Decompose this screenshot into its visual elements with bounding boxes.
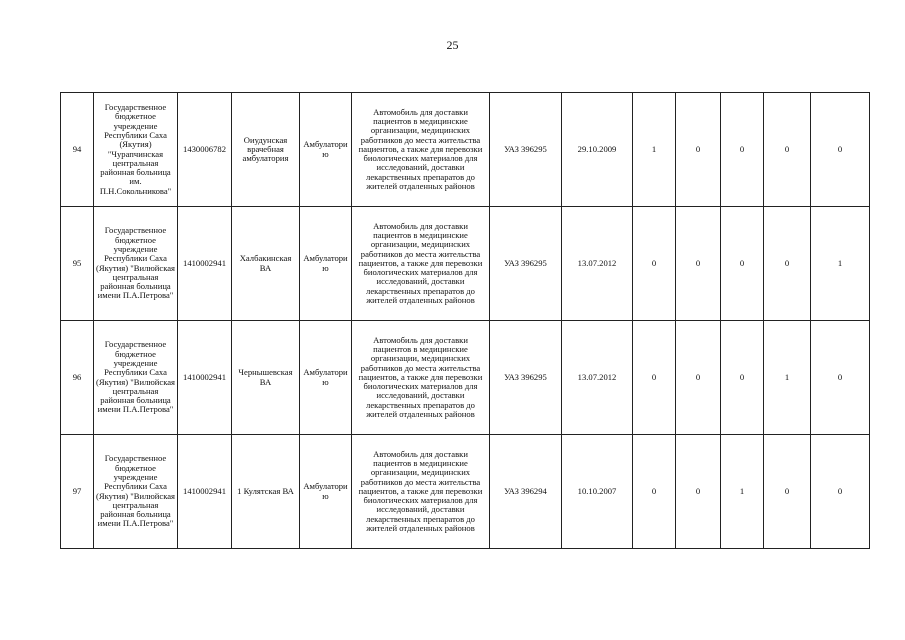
row-number: 94 bbox=[61, 93, 94, 207]
count-cell: 0 bbox=[811, 321, 870, 435]
organization-name: Государственное бюджетное учреждение Республики Саха (Якутия) "Вилюйская центральная районная больница имени П.А.Петрова" bbox=[94, 321, 178, 435]
count-cell: 0 bbox=[676, 93, 721, 207]
registration-date: 13.07.2012 bbox=[562, 321, 633, 435]
count-cell: 0 bbox=[764, 435, 811, 549]
facility-location: 1 Кулятская ВА bbox=[232, 435, 300, 549]
table-row bbox=[61, 321, 870, 435]
inn-code: 1410002941 bbox=[178, 207, 232, 321]
count-cell: 0 bbox=[676, 321, 721, 435]
count-cell: 1 bbox=[811, 207, 870, 321]
count-cell: 1 bbox=[633, 93, 676, 207]
vehicle-model: УАЗ 396295 bbox=[490, 93, 562, 207]
count-cell: 1 bbox=[764, 321, 811, 435]
count-cell: 0 bbox=[676, 435, 721, 549]
count-cell: 0 bbox=[676, 207, 721, 321]
facility-location: Чернышевская ВА bbox=[232, 321, 300, 435]
count-cell: 1 bbox=[721, 435, 764, 549]
facility-type: Амбулаторию bbox=[300, 435, 352, 549]
facility-type: Амбулаторию bbox=[300, 321, 352, 435]
vehicle-model: УАЗ 396295 bbox=[490, 207, 562, 321]
organization-name: Государственное бюджетное учреждение Республики Саха (Якутия) "Вилюйская центральная районная больница имени П.А.Петрова" bbox=[94, 435, 178, 549]
vehicle-purpose: Автомобиль для доставки пациентов в медицинские организации, медицинских работников до места жительства пациентов, а также для перевозки биологических материалов для исследований, доставки лекарственных препаратов до жителей отдаленных районов bbox=[352, 435, 490, 549]
count-cell: 0 bbox=[764, 207, 811, 321]
vehicle-model: УАЗ 396295 bbox=[490, 321, 562, 435]
count-cell: 0 bbox=[633, 207, 676, 321]
vehicle-model: УАЗ 396294 bbox=[490, 435, 562, 549]
registration-date: 29.10.2009 bbox=[562, 93, 633, 207]
organization-name: Государственное бюджетное учреждение Республики Саха (Якутия) "Чурапчинская центральная районная больница им. П.Н.Сокольникова" bbox=[94, 93, 178, 207]
vehicle-registry-table bbox=[60, 92, 870, 549]
inn-code: 1430006782 bbox=[178, 93, 232, 207]
vehicle-purpose: Автомобиль для доставки пациентов в медицинские организации, медицинских работников до места жительства пациентов, а также для перевозки биологических материалов для исследований, доставки лекарственных препаратов до жителей отдаленных районов bbox=[352, 321, 490, 435]
facility-type: Амбулаторию bbox=[300, 93, 352, 207]
count-cell: 0 bbox=[633, 435, 676, 549]
registration-date: 10.10.2007 bbox=[562, 435, 633, 549]
facility-type: Амбулаторию bbox=[300, 207, 352, 321]
count-cell: 0 bbox=[764, 93, 811, 207]
vehicle-purpose: Автомобиль для доставки пациентов в медицинские организации, медицинских работников до места жительства пациентов, а также для перевозки биологических материалов для исследований, доставки лекарственных препаратов до жителей отдаленных районов bbox=[352, 93, 490, 207]
facility-location: Халбакинская ВА bbox=[232, 207, 300, 321]
table-row bbox=[61, 93, 870, 207]
inn-code: 1410002941 bbox=[178, 435, 232, 549]
page-number: 25 bbox=[446, 38, 459, 52]
registration-date: 13.07.2012 bbox=[562, 207, 633, 321]
count-cell: 0 bbox=[811, 435, 870, 549]
organization-name: Государственное бюджетное учреждение Республики Саха (Якутия) "Вилюйская центральная районная больница имени П.А.Петрова" bbox=[94, 207, 178, 321]
count-cell: 0 bbox=[721, 321, 764, 435]
row-number: 96 bbox=[61, 321, 94, 435]
table-row bbox=[61, 207, 870, 321]
count-cell: 0 bbox=[721, 93, 764, 207]
row-number: 95 bbox=[61, 207, 94, 321]
facility-location: Оиудунская врачебная амбулатория bbox=[232, 93, 300, 207]
table-row bbox=[61, 435, 870, 549]
row-number: 97 bbox=[61, 435, 94, 549]
vehicle-purpose: Автомобиль для доставки пациентов в медицинские организации, медицинских работников до места жительства пациентов, а также для перевозки биологических материалов для исследований, доставки лекарственных препаратов до жителей отдаленных районов bbox=[352, 207, 490, 321]
count-cell: 0 bbox=[721, 207, 764, 321]
count-cell: 0 bbox=[633, 321, 676, 435]
inn-code: 1410002941 bbox=[178, 321, 232, 435]
count-cell: 0 bbox=[811, 93, 870, 207]
